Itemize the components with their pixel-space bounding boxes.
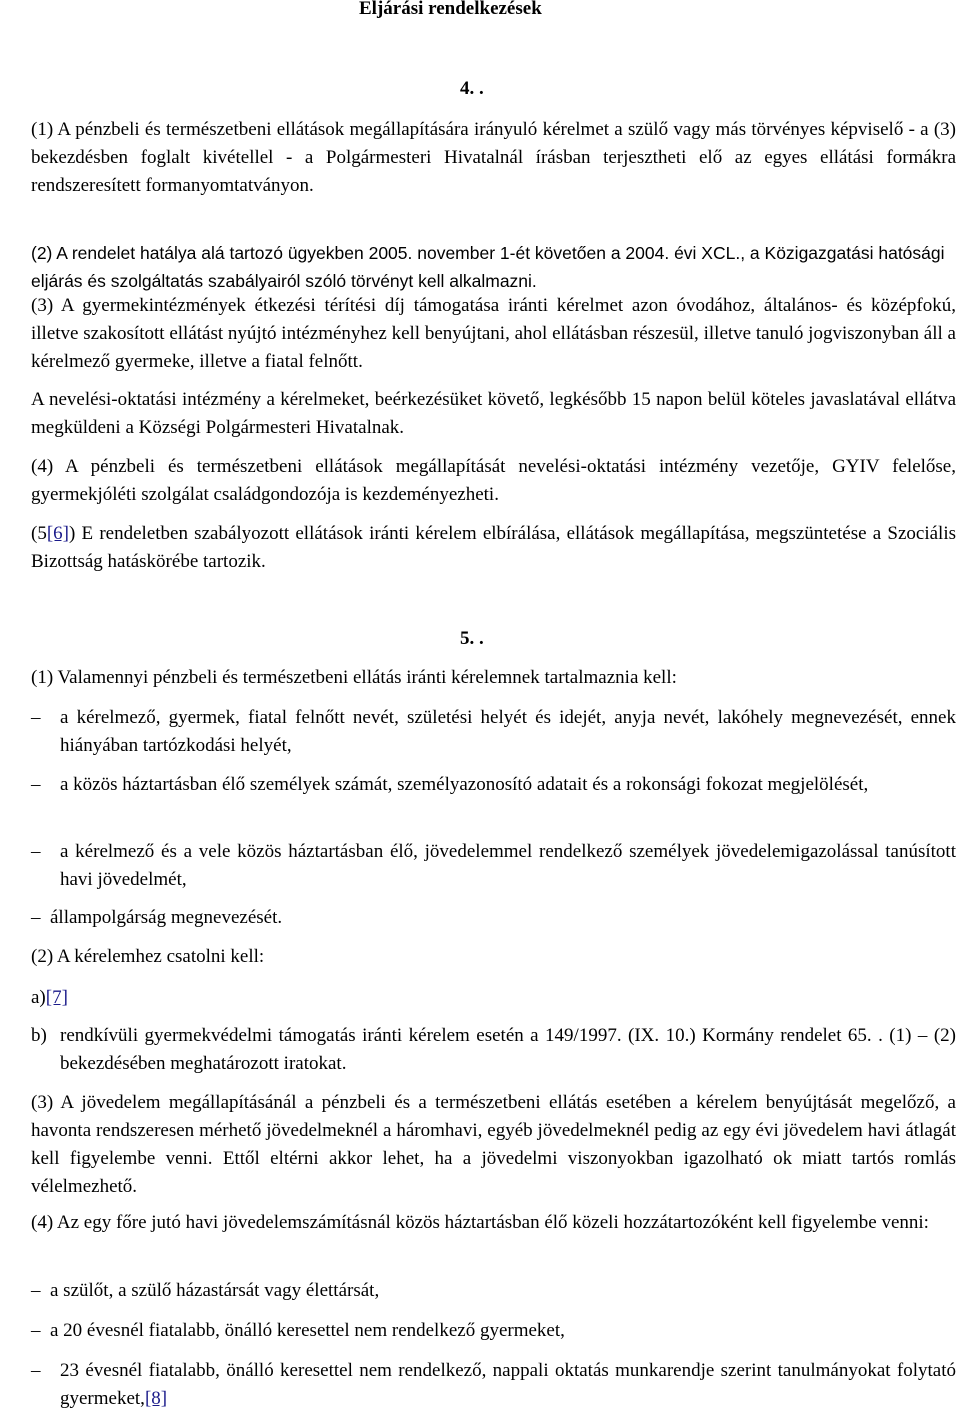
- dash-marker: –: [31, 1280, 41, 1301]
- section-5-heading: 5. .: [460, 628, 484, 649]
- list-item: – a kérelmező és a vele közös háztartásban élő, jövedelemmel rendelkező személyek jövedelemigazolással tanúsított havi jövedelmét,: [31, 838, 956, 894]
- list-item: – a közös háztartásban élő személyek számát, személyazonosító adatait és a rokonsági fokozat megjelölését,: [31, 771, 956, 799]
- section-4-paragraph-5: (5[6]) E rendeletben szabályozott ellátások iránti kérelem elbírálása, ellátások megállapítása, megszüntetése a Szociális Bizottság hatáskörébe tartozik.: [31, 523, 956, 572]
- list-item: – a szülőt, a szülő házastársát vagy élettársát,: [31, 1277, 956, 1305]
- dash-marker: –: [31, 1320, 41, 1341]
- footnote-link-6[interactable]: [6]: [46, 523, 69, 544]
- section-4-paragraph-3b: A nevelési-oktatási intézmény a kérelmeket, beérkezésüket követő, legkésőbb 15 napon belül köteles javaslatával ellátva megküldeni a Községi Polgármesteri Hivatalnak.: [31, 389, 956, 438]
- section-4-paragraph-4: (4) A pénzbeli és természetbeni ellátások megállapítását nevelési-oktatási intézmény vezetője, GYIV felelőse, gyermekjóléti szolgálat családgondozója is kezdeményezheti.: [31, 456, 956, 505]
- dash-marker: –: [31, 774, 41, 795]
- section-5-item-a: a)[7]: [31, 987, 68, 1008]
- list-item: – állampolgárság megnevezését.: [31, 904, 956, 932]
- section-5-paragraph-2: (2) A kérelemhez csatolni kell:: [31, 946, 265, 967]
- list-item: – a kérelmező, gyermek, fiatal felnőtt nevét, születési helyét és idejét, anyja nevét, lakóhely megnevezését, ennek hiányában tartózkodási helyét,: [31, 704, 956, 760]
- section-4-heading: 4. .: [460, 78, 484, 99]
- item-label-b: b): [31, 1025, 47, 1046]
- section-4-paragraph-3: (3) A gyermekintézmények étkezési térítési díj támogatása iránti kérelmet azon óvodához, általános- és középfokú, illetve szakosított ellátást nyújtó intézményhez kell benyújtani, ahol ellátásban részesül, illetve tanuló jogviszonyban áll a kérelmező gyermeke, illetve a fiatal felnőtt.: [31, 295, 956, 372]
- section-5-item-b: b) rendkívüli gyermekvédelmi támogatás iránti kérelem esetén a 149/1997. (IX. 10.) Kormány rendelet 65. . (1) – (2) bekezdésében meghatározott iratokat.: [31, 1022, 956, 1078]
- list-item: – a 20 évesnél fiatalabb, önálló keresettel nem rendelkező gyermeket,: [31, 1317, 956, 1345]
- dash-marker: –: [31, 907, 41, 928]
- list-item: – 23 évesnél fiatalabb, önálló keresettel nem rendelkező, nappali oktatás munkarendje szerint tanulmányokat folytató gyermeket,[8]: [31, 1357, 956, 1413]
- footnote-link-7[interactable]: [7]: [45, 987, 68, 1008]
- section-4-paragraph-1: (1) A pénzbeli és természetbeni ellátások megállapítására irányuló kérelmet a szülő vagy más törvényes képviselő - a (3) bekezdésben foglalt kivétellel - a Polgármesteri Hivatalnál írásban terjesztheti elő az egyes ellátási formákra rendszeresített formanyomtatványon.: [31, 119, 956, 196]
- dash-marker: –: [31, 841, 41, 862]
- dash-marker: –: [31, 707, 41, 728]
- section-5-paragraph-4: (4) Az egy főre jutó havi jövedelemszámításnál közös háztartásban élő közeli hozzátartozóként kell figyelembe venni:: [31, 1212, 929, 1233]
- section-5-paragraph-1: (1) Valamennyi pénzbeli és természetbeni ellátás iránti kérelemnek tartalmaznia kell:: [31, 667, 677, 688]
- section-5-paragraph-3: (3) A jövedelem megállapításánál a pénzbeli és a természetbeni ellátás esetében a kérelem benyújtását megelőző, a havonta rendszeresen mérhető jövedelmeknél a háromhavi, egyéb jövedelmeknél pedig az egy évi jövedelem havi átlagát kell figyelembe venni. Ettől eltérni akkor lehet, ha a jövedelmi viszonyokban igazolható ok miatt tartós romlás vélelmezhető.: [31, 1092, 956, 1197]
- document-title: Eljárási rendelkezések: [359, 0, 542, 19]
- section-4-paragraph-2: (2) A rendelet hatálya alá tartozó ügyekben 2005. november 1-ét követően a 2004. évi XCL., a Közigazgatási hatósági eljárás és szolgáltatás szabályairól szóló törvényt kell alkalmazni.: [31, 243, 945, 291]
- dash-marker: –: [31, 1360, 41, 1381]
- footnote-link-8[interactable]: [8]: [144, 1388, 168, 1409]
